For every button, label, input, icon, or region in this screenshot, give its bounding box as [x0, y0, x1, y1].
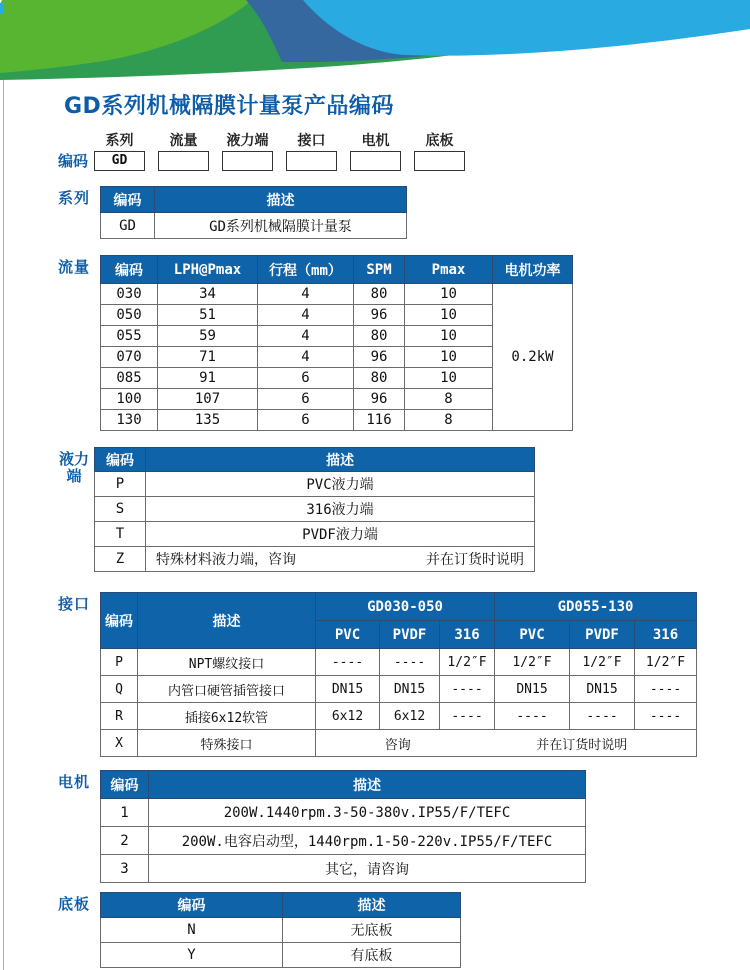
coding-box-base: [414, 151, 465, 171]
cell-motor-power: 0.2kW: [493, 284, 573, 431]
table-row: [101, 213, 407, 239]
cell-value: ----: [316, 649, 380, 676]
cell-stroke: 4: [258, 347, 354, 368]
table-header-row: [101, 256, 573, 284]
table-header-row: [101, 771, 586, 799]
cell-stroke: 4: [258, 326, 354, 347]
cell-code: 070: [101, 347, 158, 368]
section-liquid-end: [58, 447, 706, 572]
coding-fields: [94, 133, 465, 171]
cell-value: 6x12: [380, 703, 440, 730]
col-header-code: 编码: [101, 187, 155, 213]
col-header-lph: LPH@Pmax: [158, 256, 258, 284]
cell-lph: 107: [158, 389, 258, 410]
table-row: [95, 522, 535, 547]
group-header-gd055-130: GD055-130: [495, 593, 697, 621]
cell-code: N: [101, 918, 283, 943]
content-area: [58, 94, 706, 968]
cell-code: 055: [101, 326, 158, 347]
table-header-row: [101, 187, 407, 213]
table-row: [101, 676, 697, 703]
series-table: [100, 186, 407, 239]
sub-header-pvc: PVC: [316, 621, 380, 649]
banner-light-blue-swoosh: [303, 0, 750, 56]
cell-code: P: [95, 472, 146, 497]
table-row: [101, 855, 586, 883]
cell-desc: 200W.电容启动型，1440rpm.1-50-220v.IP55/F/TEFC: [149, 827, 586, 855]
cell-code: 050: [101, 305, 158, 326]
col-header-desc: 描述: [283, 893, 461, 918]
cell-code: 1: [101, 799, 149, 827]
cell-stroke: 4: [258, 284, 354, 305]
coding-field-label: 底板: [425, 133, 454, 149]
cell-value: ----: [635, 703, 697, 730]
page-title: GD系列机械隔膜计量泵产品编码: [64, 94, 394, 119]
cell-lph: 91: [158, 368, 258, 389]
cell-spm: 96: [354, 389, 405, 410]
cell-stroke: 6: [258, 389, 354, 410]
banner-left-accent: [0, 3, 3, 14]
liquid-end-table: [94, 447, 535, 572]
col-header-desc: 描述: [149, 771, 586, 799]
cell-desc: NPT螺纹接口: [138, 649, 316, 676]
special-desc-left: 特殊材料液力端，咨询: [156, 552, 296, 568]
table-header-row: [101, 893, 461, 918]
cell-pmax: 10: [405, 284, 493, 305]
cell-code: T: [95, 522, 146, 547]
cell-spm: 80: [354, 368, 405, 389]
cell-code: 3: [101, 855, 149, 883]
section-base: [58, 892, 706, 968]
cell-code: 130: [101, 410, 158, 431]
cell-value: ----: [380, 649, 440, 676]
cell-lph: 71: [158, 347, 258, 368]
cell-code: S: [95, 497, 146, 522]
flow-table: [100, 255, 573, 431]
cell-value: ----: [440, 703, 495, 730]
coding-field-label: 电机: [361, 133, 390, 149]
cell-code: Q: [101, 676, 138, 703]
cell-pmax: 10: [405, 368, 493, 389]
cell-spm: 116: [354, 410, 405, 431]
cell-spm: 80: [354, 284, 405, 305]
table-row: [101, 827, 586, 855]
cell-code: 085: [101, 368, 158, 389]
interface-table: [100, 592, 697, 757]
cell-desc: PVDF液力端: [146, 522, 535, 547]
coding-field-label: 液力端: [226, 133, 269, 149]
cell-spm: 80: [354, 326, 405, 347]
motor-table: [100, 770, 586, 883]
coding-box-flow: [158, 151, 209, 171]
cell-value: ----: [635, 676, 697, 703]
coding-row-label: 编码: [58, 152, 89, 170]
cell-desc: 无底板: [283, 918, 461, 943]
cell-code: Z: [95, 547, 146, 572]
table-row: [101, 943, 461, 968]
coding-field-flow: [158, 133, 209, 171]
coding-field-base: [414, 133, 465, 171]
coding-field-motor: [350, 133, 401, 171]
cell-code: Y: [101, 943, 283, 968]
col-header-pmax: Pmax: [405, 256, 493, 284]
cell-value: DN15: [380, 676, 440, 703]
table-header-row: [95, 448, 535, 472]
cell-lph: 135: [158, 410, 258, 431]
cell-pmax: 10: [405, 305, 493, 326]
cell-value: 1/2″F: [495, 649, 570, 676]
sub-header-316: 316: [440, 621, 495, 649]
motor-section-label: 电机: [58, 773, 91, 791]
coding-box-motor: [350, 151, 401, 171]
table-row: [101, 918, 461, 943]
section-motor: [58, 770, 706, 883]
cell-spm: 96: [354, 347, 405, 368]
cell-spm: 96: [354, 305, 405, 326]
cell-desc: PVC液力端: [146, 472, 535, 497]
cell-value: ----: [440, 676, 495, 703]
cell-desc: 316液力端: [146, 497, 535, 522]
table-row: [101, 703, 697, 730]
base-section-label: 底板: [58, 895, 91, 913]
table-header-row: [101, 593, 697, 621]
sub-header-pvdf: PVDF: [570, 621, 635, 649]
cell-lph: 59: [158, 326, 258, 347]
cell-code: P: [101, 649, 138, 676]
col-header-code: 编码: [95, 448, 146, 472]
table-row: [95, 497, 535, 522]
cell-desc: 内管口硬管插管接口: [138, 676, 316, 703]
cell-pmax: 10: [405, 326, 493, 347]
cell-pmax: 8: [405, 389, 493, 410]
cell-code: GD: [101, 213, 155, 239]
cell-pmax: 8: [405, 410, 493, 431]
coding-field-label: 接口: [297, 133, 326, 149]
special-note-left: 咨询: [384, 737, 411, 753]
group-header-gd030-050: GD030-050: [316, 593, 495, 621]
cell-value: 1/2″F: [570, 649, 635, 676]
col-header-stroke: 行程（mm）: [258, 256, 354, 284]
table-row: [101, 284, 573, 305]
cell-stroke: 4: [258, 305, 354, 326]
table-row: [101, 649, 697, 676]
col-header-code: 编码: [101, 893, 283, 918]
special-desc-right: 并在订货时说明: [426, 552, 524, 568]
cell-value: 1/2″F: [440, 649, 495, 676]
cell-value: DN15: [316, 676, 380, 703]
section-flow: [58, 255, 706, 431]
liquid-end-section-label: 液力端: [58, 450, 89, 485]
series-section-label: 系列: [58, 189, 91, 207]
col-header-code: 编码: [101, 771, 149, 799]
coding-box-series: GD: [94, 151, 145, 171]
cell-desc: 其它，请咨询: [149, 855, 586, 883]
page-edge-line: [3, 80, 4, 970]
cell-value: 1/2″F: [635, 649, 697, 676]
col-header-code: 编码: [101, 593, 138, 649]
cell-lph: 34: [158, 284, 258, 305]
coding-box-liquid-end: [222, 151, 273, 171]
cell-desc: 有底板: [283, 943, 461, 968]
cell-desc: 200W.1440rpm.3-50-380v.IP55/F/TEFC: [149, 799, 586, 827]
col-header-spm: SPM: [354, 256, 405, 284]
cell-value: ----: [570, 703, 635, 730]
cell-value: ----: [495, 703, 570, 730]
coding-box-interface: [286, 151, 337, 171]
col-header-motor-power: 电机功率: [493, 256, 573, 284]
cell-code: 030: [101, 284, 158, 305]
coding-field-series: [94, 133, 145, 171]
col-header-desc: 描述: [155, 187, 407, 213]
table-row: [101, 730, 697, 757]
section-interface: [58, 592, 706, 757]
cell-desc: GD系列机械隔膜计量泵: [155, 213, 407, 239]
col-header-code: 编码: [101, 256, 158, 284]
base-table: [100, 892, 461, 968]
cell-code: 100: [101, 389, 158, 410]
table-row: [101, 799, 586, 827]
sub-header-pvdf: PVDF: [380, 621, 440, 649]
coding-field-label: 流量: [169, 133, 198, 149]
col-header-desc: 描述: [146, 448, 535, 472]
cell-lph: 51: [158, 305, 258, 326]
cell-stroke: 6: [258, 368, 354, 389]
cell-stroke: 6: [258, 410, 354, 431]
coding-diagram: [58, 133, 706, 171]
cell-value: 6x12: [316, 703, 380, 730]
sub-header-316: 316: [635, 621, 697, 649]
special-note-right: 并在订货时说明: [536, 737, 628, 753]
flow-section-label: 流量: [58, 258, 91, 276]
banner-graphic: [0, 0, 750, 85]
cell-desc-special: [146, 547, 535, 572]
cell-code: X: [101, 730, 138, 757]
cell-value: DN15: [570, 676, 635, 703]
cell-code: 2: [101, 827, 149, 855]
cell-desc: 特殊接口: [138, 730, 316, 757]
coding-field-liquid-end: [222, 133, 273, 171]
cell-desc: 插接6x12软管: [138, 703, 316, 730]
coding-field-label: 系列: [105, 133, 134, 149]
cell-value: DN15: [495, 676, 570, 703]
cell-code: R: [101, 703, 138, 730]
col-header-desc: 描述: [138, 593, 316, 649]
sub-header-pvc: PVC: [495, 621, 570, 649]
cell-pmax: 10: [405, 347, 493, 368]
interface-section-label: 接口: [58, 595, 91, 613]
table-row: [95, 547, 535, 572]
coding-field-interface: [286, 133, 337, 171]
table-row: [95, 472, 535, 497]
section-series: [58, 186, 706, 239]
cell-special-note: [316, 730, 697, 757]
